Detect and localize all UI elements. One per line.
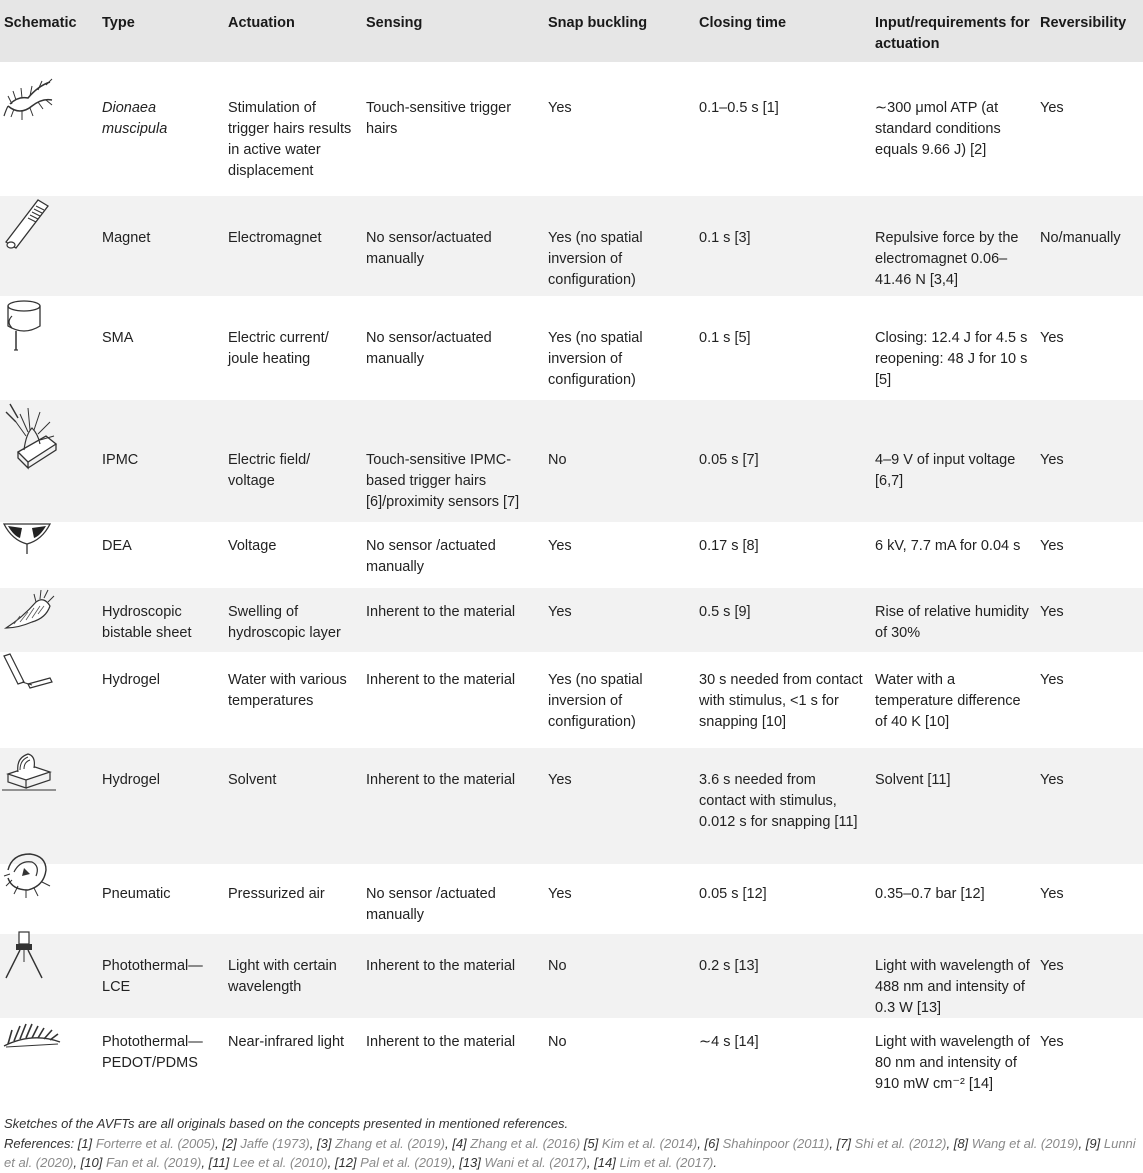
references-label: References: (4, 1136, 75, 1151)
reference-number: [11] (208, 1155, 230, 1170)
table-row (0, 296, 1143, 400)
cell-actuation: Near-infrared light (228, 1034, 345, 1050)
cell-sensing: Touch-sensitive trigger hairs (366, 100, 512, 137)
cell-input-requirements: 6 kV, 7.7 mA for 0.04 s (875, 538, 1021, 554)
cell-snap-buckling: Yes (548, 100, 572, 116)
cell-sensing: No sensor/actuated manually (366, 330, 492, 367)
cell-reversibility: Yes (1040, 538, 1064, 554)
venus-flytrap-icon (2, 76, 58, 124)
header-closing-time: Closing time (699, 15, 787, 31)
header-actuation: Actuation (228, 15, 295, 31)
cell-reversibility: Yes (1040, 672, 1064, 688)
cell-sensing: No sensor /actuated manually (366, 886, 496, 923)
reference-citation-link[interactable]: Jaffe (1973) (240, 1136, 310, 1151)
reference-separator: , (946, 1136, 951, 1151)
reference-number: [5] (583, 1136, 599, 1151)
reference-separator: , (215, 1136, 219, 1151)
cell-actuation: Electric current/ joule heating (228, 330, 329, 367)
reference-citation-link[interactable]: Lee et al. (2010) (232, 1155, 328, 1170)
cell-type: Hydrogel (102, 672, 161, 688)
cell-input-requirements: Rise of relative humidity of 30% (875, 604, 1029, 641)
hydrogel-strip-icon (2, 652, 54, 692)
reference-citation-link[interactable]: Zhang et al. (2019) (335, 1136, 445, 1151)
reference-number: [9] (1085, 1136, 1101, 1151)
reference-separator: , (1078, 1136, 1083, 1151)
reference-citation-link[interactable]: Pal et al. (2019) (360, 1155, 452, 1170)
table-row (0, 588, 1143, 652)
cell-type: Photothermal—PEDOT/PDMS (102, 1034, 203, 1071)
cell-closing-time: 0.05 s [7] (699, 452, 759, 468)
hydrogel-block-icon (2, 752, 56, 792)
table-footnote: Sketches of the AVFTs are all originals based on the concepts presented in mentioned references. (4, 1116, 569, 1131)
cell-sensing: No sensor/actuated manually (366, 230, 492, 267)
reference-separator: , (309, 1136, 314, 1151)
cell-actuation: Voltage (228, 538, 277, 554)
reference-separator: , (586, 1155, 591, 1170)
cell-actuation: Water with various temperatures (228, 672, 347, 709)
cell-type: SMA (102, 330, 134, 346)
table-row (0, 934, 1143, 1018)
cell-closing-time: ∼4 s [14] (699, 1034, 759, 1050)
cell-sensing: No sensor /actuated manually (366, 538, 496, 575)
cell-input-requirements: Solvent [11] (875, 772, 951, 788)
table-row (0, 652, 1143, 748)
cell-actuation: Stimulation of trigger hairs results in active water displacement (228, 100, 352, 179)
cell-closing-time: 0.1 s [3] (699, 230, 751, 246)
dea-trap-icon (2, 522, 52, 556)
cell-sensing: Touch-sensitive IPMC-based trigger hairs [6]/proximity sensors [7] (366, 452, 520, 510)
reference-citation-link[interactable]: Forterre et al. (2005) (95, 1136, 216, 1151)
cell-input-requirements: 4–9 V of input voltage [6,7] (875, 452, 1016, 489)
cell-closing-time: 0.1 s [5] (699, 330, 751, 346)
cell-snap-buckling: Yes (548, 772, 572, 788)
references-list (4, 1136, 1136, 1170)
reference-number: [13] (459, 1155, 481, 1170)
reference-citation-link[interactable]: Lunni et al. (2020) (4, 1136, 1136, 1170)
cell-type: Hydrogel (102, 772, 161, 788)
reference-number: [12] (334, 1155, 357, 1170)
table-row (0, 1018, 1143, 1104)
lce-trap-icon (2, 928, 48, 984)
header-sensing: Sensing (366, 15, 423, 31)
reference-separator: . (713, 1155, 718, 1170)
reference-number: [10] (80, 1155, 103, 1170)
header-type: Type (102, 15, 135, 31)
cell-actuation: Pressurized air (228, 886, 325, 902)
table-references (4, 1134, 1140, 1172)
cell-actuation: Solvent (228, 772, 277, 788)
reference-number: [6] (704, 1136, 719, 1151)
cell-sensing: Inherent to the material (366, 772, 516, 788)
cell-type: Pneumatic (102, 886, 171, 902)
reference-citation-link[interactable]: Zhang et al. (2016) (470, 1136, 581, 1151)
cell-reversibility: Yes (1040, 1034, 1064, 1050)
cell-snap-buckling: Yes (548, 538, 572, 554)
cell-input-requirements: Repulsive force by the electromagnet 0.06–41.46 N [3,4] (875, 230, 1019, 288)
cell-input-requirements: ∼300 μmol ATP (at standard conditions equals 9.66 J) [2] (875, 100, 1001, 158)
magnet-trap-icon (2, 196, 52, 252)
table-row (0, 522, 1143, 588)
reference-number: [14] (594, 1155, 616, 1170)
cell-snap-buckling: Yes (no spatial inversion of configuration) (548, 672, 643, 730)
table-row (0, 62, 1143, 196)
cell-closing-time: 0.1–0.5 s [1] (699, 100, 779, 116)
table-header (0, 0, 1143, 62)
reference-separator: , (697, 1136, 701, 1151)
sma-trap-icon (2, 298, 46, 352)
reference-number: [4] (452, 1136, 467, 1151)
cell-input-requirements: Water with a temperature difference of 40 K [10] (875, 672, 1021, 730)
reference-number: [7] (836, 1136, 852, 1151)
cell-type: Photothermal—LCE (102, 958, 203, 995)
table-row (0, 196, 1143, 296)
cell-reversibility: Yes (1040, 772, 1064, 788)
cell-snap-buckling: No (548, 1034, 567, 1050)
cell-sensing: Inherent to the material (366, 672, 516, 688)
cell-type: Magnet (102, 230, 151, 246)
cell-input-requirements: 0.35–0.7 bar [12] (875, 886, 985, 902)
cell-closing-time: 0.5 s [9] (699, 604, 751, 620)
reference-separator: , (327, 1155, 332, 1170)
reference-number: [2] (222, 1136, 237, 1151)
cell-type: Dionaea muscipula (102, 100, 168, 137)
cell-actuation: Electric field/ voltage (228, 452, 311, 489)
cell-reversibility: Yes (1040, 886, 1064, 902)
reference-citation-link[interactable]: Wani et al. (2017) (484, 1155, 587, 1170)
reference-number: [1] (77, 1136, 93, 1151)
reference-number: [8] (953, 1136, 969, 1151)
reference-citation-link[interactable]: Shi et al. (2012) (854, 1136, 947, 1151)
cell-reversibility: Yes (1040, 958, 1064, 974)
cell-type: IPMC (102, 452, 139, 468)
reference-citation-link[interactable]: Shahinpoor (2011) (722, 1136, 830, 1151)
cell-actuation: Electromagnet (228, 230, 322, 246)
reference-separator: , (73, 1155, 77, 1170)
ipmc-trap-icon (2, 400, 58, 472)
hydroscopic-sheet-icon (2, 588, 56, 634)
cell-reversibility: Yes (1040, 604, 1064, 620)
table-row (0, 864, 1143, 934)
cell-snap-buckling: Yes (no spatial inversion of configuration) (548, 230, 643, 288)
header-snap-buckling: Snap buckling (548, 15, 648, 31)
cell-actuation: Swelling of hydroscopic layer (228, 604, 341, 641)
cell-closing-time: 0.2 s [13] (699, 958, 759, 974)
cell-reversibility: Yes (1040, 452, 1064, 468)
cell-type: DEA (102, 538, 132, 554)
cell-closing-time: 30 s needed from contact with stimulus, <1 s for snapping [10] (699, 672, 863, 730)
reference-citation-link[interactable]: Lim et al. (2017) (619, 1155, 714, 1170)
cell-closing-time: 0.05 s [12] (699, 886, 767, 902)
cell-type: Hydroscopic bistable sheet (102, 604, 192, 641)
table-row (0, 400, 1143, 522)
table-row (0, 748, 1143, 864)
reference-separator: , (201, 1155, 205, 1170)
cell-input-requirements: Light with wavelength of 80 nm and intensity of 910 mW cm⁻² [14] (875, 1034, 1030, 1092)
reference-citation-link[interactable]: Wang et al. (2019) (971, 1136, 1079, 1151)
pneumatic-trap-icon (2, 850, 52, 900)
cell-sensing: Inherent to the material (366, 604, 516, 620)
cell-snap-buckling: No (548, 958, 567, 974)
reference-citation-link[interactable]: Kim et al. (2014) (601, 1136, 698, 1151)
cell-snap-buckling: Yes (548, 886, 572, 902)
cell-closing-time: 0.17 s [8] (699, 538, 759, 554)
cell-reversibility: No/manually (1040, 230, 1121, 246)
reference-separator: , (829, 1136, 833, 1151)
header-reversibility: Reversibility (1040, 15, 1127, 31)
reference-separator: , (451, 1155, 456, 1170)
pedot-trap-icon (2, 1020, 62, 1050)
header-input-requirements: Input/requirements for actuation (875, 15, 1030, 52)
cell-snap-buckling: Yes (no spatial inversion of configuration) (548, 330, 643, 388)
reference-citation-link[interactable]: Fan et al. (2019) (105, 1155, 202, 1170)
cell-input-requirements: Closing: 12.4 J for 4.5 s reopening: 48 J for 10 s [5] (875, 330, 1028, 388)
cell-snap-buckling: No (548, 452, 567, 468)
cell-sensing: Inherent to the material (366, 1034, 516, 1050)
cell-reversibility: Yes (1040, 330, 1064, 346)
header-schematic: Schematic (4, 15, 77, 31)
cell-closing-time: 3.6 s needed from contact with stimulus, 0.012 s for snapping [11] (699, 772, 858, 830)
cell-snap-buckling: Yes (548, 604, 572, 620)
cell-actuation: Light with certain wavelength (228, 958, 337, 995)
cell-input-requirements: Light with wavelength of 488 nm and intensity of 0.3 W [13] (875, 958, 1030, 1016)
reference-separator: , (444, 1136, 449, 1151)
reference-number: [3] (317, 1136, 332, 1151)
cell-sensing: Inherent to the material (366, 958, 516, 974)
cell-reversibility: Yes (1040, 100, 1064, 116)
